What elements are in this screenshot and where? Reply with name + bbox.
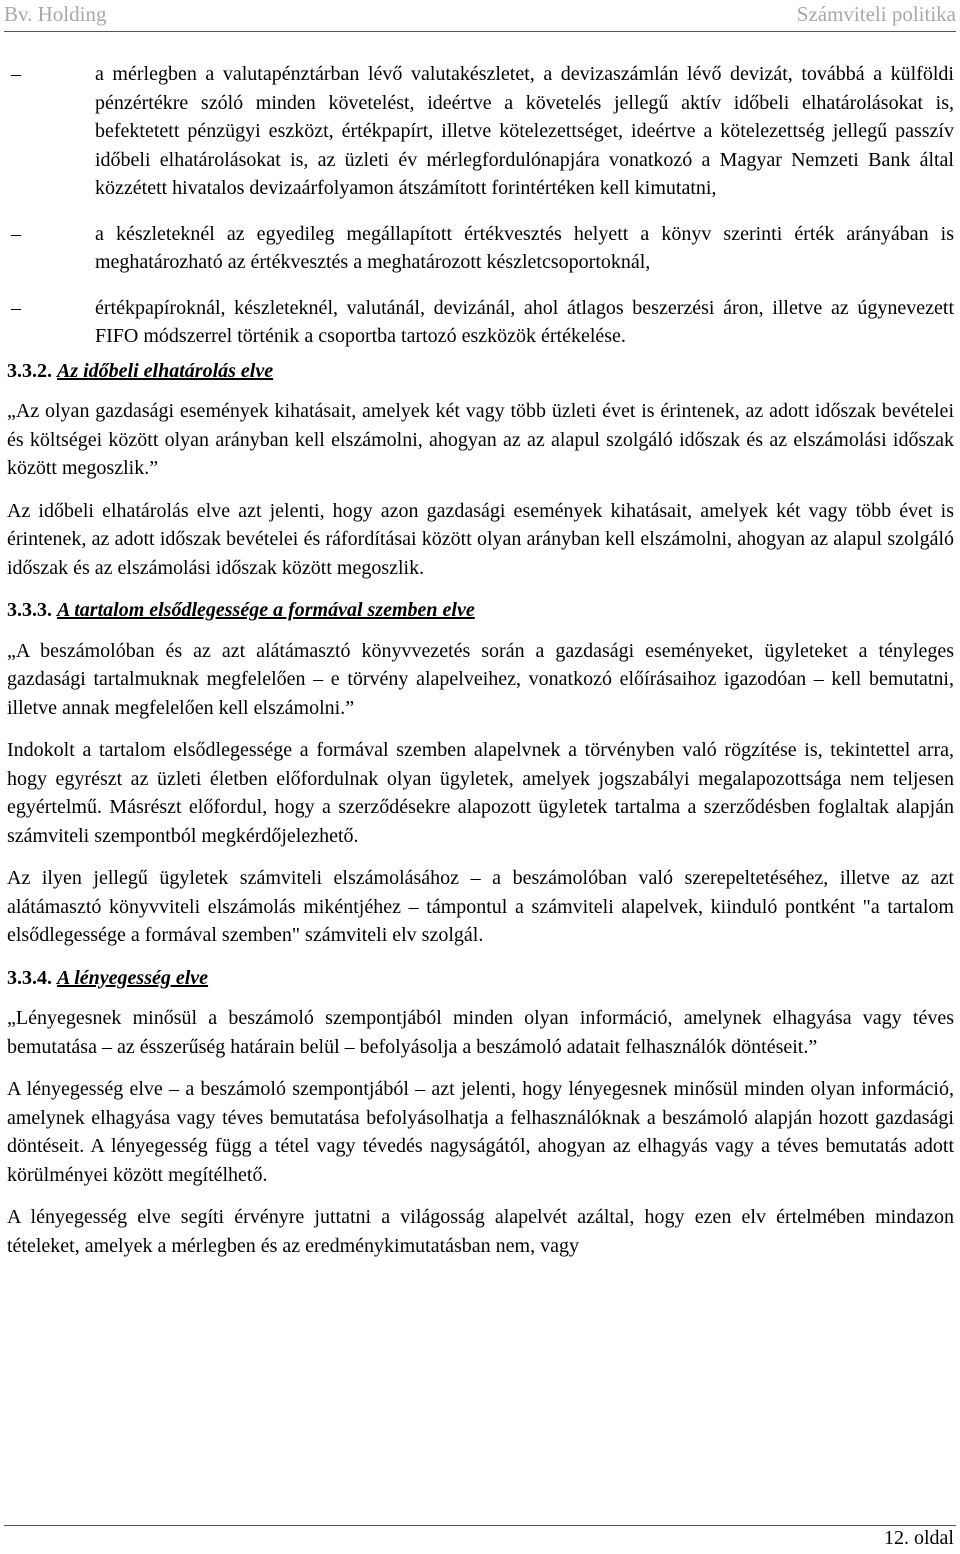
bullet-dash: –	[11, 296, 21, 319]
footer-rule	[4, 1525, 956, 1526]
section-number: 3.3.3.	[7, 599, 52, 621]
page-header	[0, 0, 960, 30]
bullet-item	[7, 220, 954, 277]
paragraph: Az ilyen jellegű ügyletek számviteli elszámolásához – a beszámolóban való szerepeltetéséhez, illetve az azt alátámasztó könyvviteli elszámolás mikéntjéhez – támpontul a számviteli alapelvek, kiinduló pontként "a tartalom elsődlegessége a formával szemben" számviteli elv szolgál.	[7, 867, 954, 946]
paragraph: „A beszámolóban és az azt alátámasztó könyvvezetés során a gazdasági eseményeket, ügyleteket a tényleges gazdasági tartalmuknak megfelelően – e törvény alapelveihez, vonatkozó előírásaihoz igazodóan – kell bemutatni, illetve annak megfelelően kell elszámolni.”	[7, 639, 954, 719]
document-body	[7, 60, 954, 1274]
header-document-title: Számviteli politika	[796, 2, 956, 26]
bullet-dash: –	[11, 222, 21, 245]
header-company: Bv. Holding	[4, 2, 107, 26]
bullet-text: a mérlegben a valutapénztárban lévő valutakészletet, a devizaszámlán lévő devizát, továbbá a külföldi pénzértékre szóló minden követelést, ideértve a követelés jellegű aktív időbeli elhatárolásokat is, befektetett pénzügyi eszközt, értékpapírt, illetve kötelezettséget, ideértve a kötelezettség jellegű passzív időbeli elhatárolásokat is, az üzleti év mérlegfordulónapjára vonatkozó a Magyar Nemzeti Bank által közzétett hivatalos devizaárfolyamon átszámított forintértéken kell kimutatni,	[95, 63, 954, 199]
section-title: A tartalom elsődlegessége a formával szemben elve	[57, 599, 475, 621]
page-number: 12. oldal	[884, 1527, 954, 1549]
section-number: 3.3.4.	[7, 966, 52, 989]
section-heading-332	[7, 357, 954, 386]
paragraph: Indokolt a tartalom elsődlegessége a formával szemben alapelvnek a törvényben való rögzítése is, tekintettel arra, hogy egyrészt az üzleti életben előfordulnak olyan ügyletek, amelyek jogszabályi megalapozottsága nem teljesen egyértelmű. Másrészt előfordul, hogy a szerződésekre alapozott ügyletek tartalma a szerződésben foglaltak alapján számviteli szempontból megkérdőjelezhető.	[7, 739, 954, 847]
paragraph: A lényegesség elve – a beszámoló szempontjából – azt jelenti, hogy lényegesnek minősül minden olyan információ, amelynek elhagyása vagy téves bemutatása befolyásolhatja a felhasználóknak a beszámoló alapján hozott gazdasági döntéseit. A lényegesség függ a tétel vagy tévedés nagyságától, ahogyan az elhagyás vagy a téves bemutatás adott körülményei között megítélhető.	[7, 1078, 954, 1186]
section-heading-334	[7, 964, 954, 993]
section-heading-333	[7, 596, 954, 625]
header-rule	[4, 31, 956, 32]
bullet-dash: –	[11, 63, 21, 85]
paragraph: „Az olyan gazdasági események kihatásait, amelyek két vagy több üzleti évet is érintenek, az adott időszak bevételei és költségei között olyan arányban kell elszámolni, ahogyan az az alapul szolgáló időszak és az elszámolási időszak között megoszlik.”	[7, 400, 954, 479]
bullet-text: a készleteknél az egyedileg megállapított értékvesztés helyett a könyv szerinti érték arányában is meghatározható az értékvesztés a meghatározott készletcsoportoknál,	[95, 222, 954, 273]
bullet-item	[7, 294, 954, 351]
paragraph: A lényegesség elve segíti érvényre juttatni a világosság alapelvét azáltal, hogy ezen elv értelmében mindazon tételeket, amelyek a mérlegben és az eredménykimutatásban nem, vagy	[7, 1206, 954, 1257]
paragraph: „Lényegesnek minősül a beszámoló szempontjából minden olyan információ, amelynek elhagyása vagy téves bemutatása – az ésszerűség határain belül – befolyásolja a beszámoló adatait felhasználók döntéseit.”	[7, 1007, 954, 1058]
section-title: Az időbeli elhatárolás elve	[57, 359, 274, 382]
section-title: A lényegesség elve	[57, 966, 209, 989]
paragraph: Az időbeli elhatárolás elve azt jelenti, hogy azon gazdasági események kihatásait, amelyek két vagy több évet is érintenek, az adott időszak bevételei és ráfordításai között olyan arányban kell elszámolni, ahogyan az alapul szolgáló időszak és az elszámolási időszak között megoszlik.	[7, 499, 954, 579]
bullet-item	[7, 60, 954, 203]
section-number: 3.3.2.	[7, 359, 52, 382]
bullet-text: értékpapíroknál, készleteknél, valutánál, devizánál, ahol átlagos beszerzési áron, illetve az úgynevezett FIFO módszerrel történik a csoportba tartozó eszközök értékelése.	[95, 296, 954, 347]
